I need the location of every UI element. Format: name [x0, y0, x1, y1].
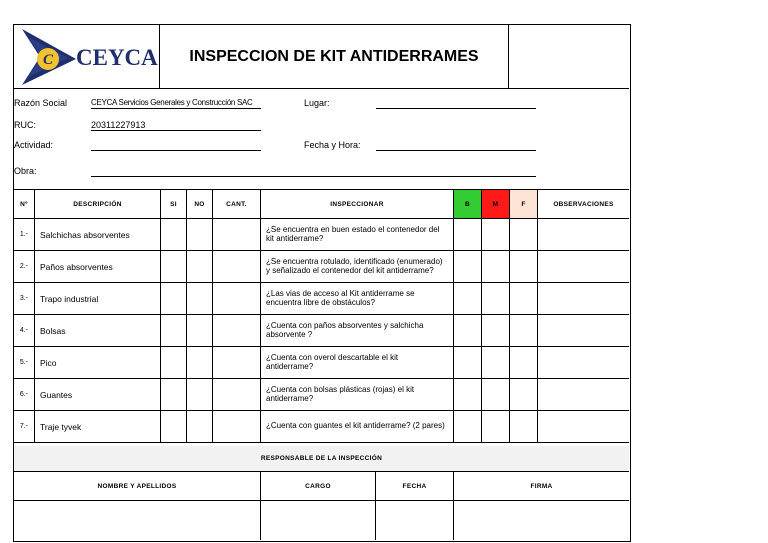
- actividad-underline: [91, 150, 261, 151]
- cell-no[interactable]: [187, 219, 213, 251]
- cargo-field[interactable]: [261, 501, 376, 540]
- cell-m[interactable]: [482, 379, 510, 411]
- num-text: 3.-: [19, 295, 29, 302]
- descripcion-text: Bolsas: [40, 325, 66, 336]
- cell-inspeccionar: [261, 379, 454, 411]
- cell-m[interactable]: [482, 219, 510, 251]
- cell-f[interactable]: [510, 347, 538, 379]
- cell-no[interactable]: [187, 251, 213, 283]
- cell-si[interactable]: [161, 283, 187, 315]
- inspeccionar-text: ¿Las vias de acceso al Kit antiderrame se encuentra libre de obstáculos?: [266, 289, 415, 307]
- inspeccionar-text: ¿Cuenta con overol descartable el kit antiderrame?: [266, 353, 399, 371]
- cell-cant[interactable]: [213, 347, 261, 379]
- cell-descripcion: [35, 379, 161, 411]
- cell-si[interactable]: [161, 347, 187, 379]
- descripcion-text: Pico: [40, 357, 57, 368]
- cell-num: [14, 219, 35, 251]
- num-text: 5.-: [19, 359, 29, 366]
- cell-inspeccionar: [261, 251, 454, 283]
- logo-letter: C: [42, 52, 54, 68]
- cell-num: [14, 347, 35, 379]
- cell-observaciones[interactable]: [538, 251, 629, 283]
- col-header-descripcion: DESCRIPCIÓN: [35, 190, 161, 219]
- descripcion-text: Traje tyvek: [40, 421, 82, 432]
- ruc-label: RUC:: [14, 120, 36, 130]
- ruc-value[interactable]: 20311227913: [91, 120, 146, 130]
- inspeccionar-text: ¿Cuenta con paños absorventes y salchicha absorvente ?: [266, 321, 424, 339]
- cell-m[interactable]: [482, 251, 510, 283]
- col-header-observaciones: OBSERVACIONES: [538, 190, 629, 219]
- cell-cant[interactable]: [213, 283, 261, 315]
- cell-inspeccionar: [261, 219, 454, 251]
- cell-cant[interactable]: [213, 219, 261, 251]
- cell-m[interactable]: [482, 347, 510, 379]
- cell-b[interactable]: [454, 251, 482, 283]
- cell-observaciones[interactable]: [538, 379, 629, 411]
- num-text: 6.-: [19, 391, 29, 398]
- descripcion-text: Paños absorventes: [40, 261, 113, 272]
- cell-descripcion: [35, 347, 161, 379]
- cell-f[interactable]: [510, 283, 538, 315]
- cell-b[interactable]: [454, 379, 482, 411]
- responsable-row: [14, 446, 629, 472]
- cell-num: [14, 283, 35, 315]
- fecha-field[interactable]: [376, 501, 454, 540]
- cell-f[interactable]: [510, 379, 538, 411]
- ruc-underline: [91, 130, 261, 131]
- col-header-si: SI: [161, 190, 187, 219]
- razon-social-underline: [91, 108, 261, 109]
- cell-inspeccionar: [261, 347, 454, 379]
- cell-observaciones[interactable]: [538, 347, 629, 379]
- firma-header: FIRMA: [454, 472, 629, 501]
- firma-field[interactable]: [454, 501, 629, 540]
- cell-observaciones[interactable]: [538, 283, 629, 315]
- page-title: INSPECCION DE KIT ANTIDERRAMES: [189, 47, 479, 65]
- cell-m[interactable]: [482, 283, 510, 315]
- col-header-no: NO: [187, 190, 213, 219]
- responsable-title: RESPONSABLE DE LA INSPECCIÓN: [260, 455, 383, 462]
- lugar-underline: [376, 108, 536, 109]
- fecha-header: FECHA: [376, 472, 454, 501]
- cell-observaciones[interactable]: [538, 219, 629, 251]
- cell-cant[interactable]: [213, 315, 261, 347]
- col-header-b: B: [454, 190, 482, 219]
- cell-b[interactable]: [454, 347, 482, 379]
- cell-observaciones[interactable]: [538, 411, 629, 443]
- cell-no[interactable]: [187, 379, 213, 411]
- cell-descripcion: [35, 315, 161, 347]
- col-header-f: F: [510, 190, 538, 219]
- razon-social-label: Razón Social: [14, 98, 68, 108]
- cell-num: [14, 379, 35, 411]
- obra-underline: [91, 176, 536, 177]
- cell-b[interactable]: [454, 283, 482, 315]
- cell-descripcion: [35, 251, 161, 283]
- nombre-field[interactable]: [14, 501, 261, 540]
- cell-si[interactable]: [161, 219, 187, 251]
- cell-no[interactable]: [187, 347, 213, 379]
- actividad-label: Actividad:: [14, 140, 54, 150]
- cell-cant[interactable]: [213, 411, 261, 443]
- cell-f[interactable]: [510, 251, 538, 283]
- title-cell: [160, 25, 509, 89]
- ceyca-logo-icon: [20, 27, 78, 87]
- cell-no[interactable]: [187, 283, 213, 315]
- cell-num: [14, 411, 35, 443]
- cell-descripcion: [35, 219, 161, 251]
- descripcion-text: Guantes: [40, 389, 73, 400]
- fecha-hora-label: Fecha y Hora:: [304, 140, 361, 150]
- num-text: 4.-: [19, 327, 29, 334]
- nombre-header: NOMBRE Y APELLIDOS: [14, 472, 261, 501]
- cell-f[interactable]: [510, 411, 538, 443]
- obra-label: Obra:: [14, 166, 37, 176]
- cell-cant[interactable]: [213, 379, 261, 411]
- cell-m[interactable]: [482, 411, 510, 443]
- cell-si[interactable]: [161, 251, 187, 283]
- cell-f[interactable]: [510, 219, 538, 251]
- inspeccionar-text: ¿Cuenta con guantes el kit antiderrame? (2 pares): [266, 421, 445, 431]
- cell-inspeccionar: [261, 315, 454, 347]
- razon-social-value[interactable]: CEYCA Servicios Generales y Construcción SAC: [91, 98, 253, 107]
- col-header-cant: CANT.: [213, 190, 261, 219]
- cell-num: [14, 315, 35, 347]
- col-header-inspeccionar: INSPECCIONAR: [261, 190, 454, 219]
- header-blank-cell: [509, 25, 629, 89]
- cell-m[interactable]: [482, 315, 510, 347]
- inspeccionar-text: ¿Se encuentra rotulado, identificado (enumerado) y señalizado el contenedor del kit antiderrame?: [266, 257, 443, 275]
- col-header-num: Nº: [14, 190, 35, 219]
- cell-no[interactable]: [187, 411, 213, 443]
- cell-observaciones[interactable]: [538, 315, 629, 347]
- inspeccionar-text: ¿Cuenta con bolsas plásticas (rojas) el kit antiderrame?: [266, 385, 415, 403]
- cell-si[interactable]: [161, 315, 187, 347]
- num-text: 1.-: [19, 231, 29, 238]
- cell-no[interactable]: [187, 315, 213, 347]
- fecha-hora-underline: [376, 150, 536, 151]
- num-text: 2.-: [19, 263, 29, 270]
- cell-inspeccionar: [261, 411, 454, 443]
- cargo-header: CARGO: [261, 472, 376, 501]
- cell-b[interactable]: [454, 411, 482, 443]
- cell-cant[interactable]: [213, 251, 261, 283]
- descripcion-text: Salchichas absorventes: [40, 229, 130, 240]
- cell-descripcion: [35, 283, 161, 315]
- cell-si[interactable]: [161, 411, 187, 443]
- logo-cell: [14, 25, 160, 89]
- cell-b[interactable]: [454, 219, 482, 251]
- descripcion-text: Trapo industrial: [40, 293, 99, 304]
- cell-descripcion: [35, 411, 161, 443]
- cell-si[interactable]: [161, 379, 187, 411]
- inspeccionar-text: ¿Se encuentra en buen estado el contenedor del kit antiderrame?: [266, 225, 440, 243]
- lugar-label: Lugar:: [304, 98, 330, 108]
- cell-b[interactable]: [454, 315, 482, 347]
- cell-inspeccionar: [261, 283, 454, 315]
- col-header-m: M: [482, 190, 510, 219]
- num-text: 7.-: [19, 423, 29, 430]
- brand-name: CEYCA: [76, 45, 158, 70]
- cell-f[interactable]: [510, 315, 538, 347]
- cell-num: [14, 251, 35, 283]
